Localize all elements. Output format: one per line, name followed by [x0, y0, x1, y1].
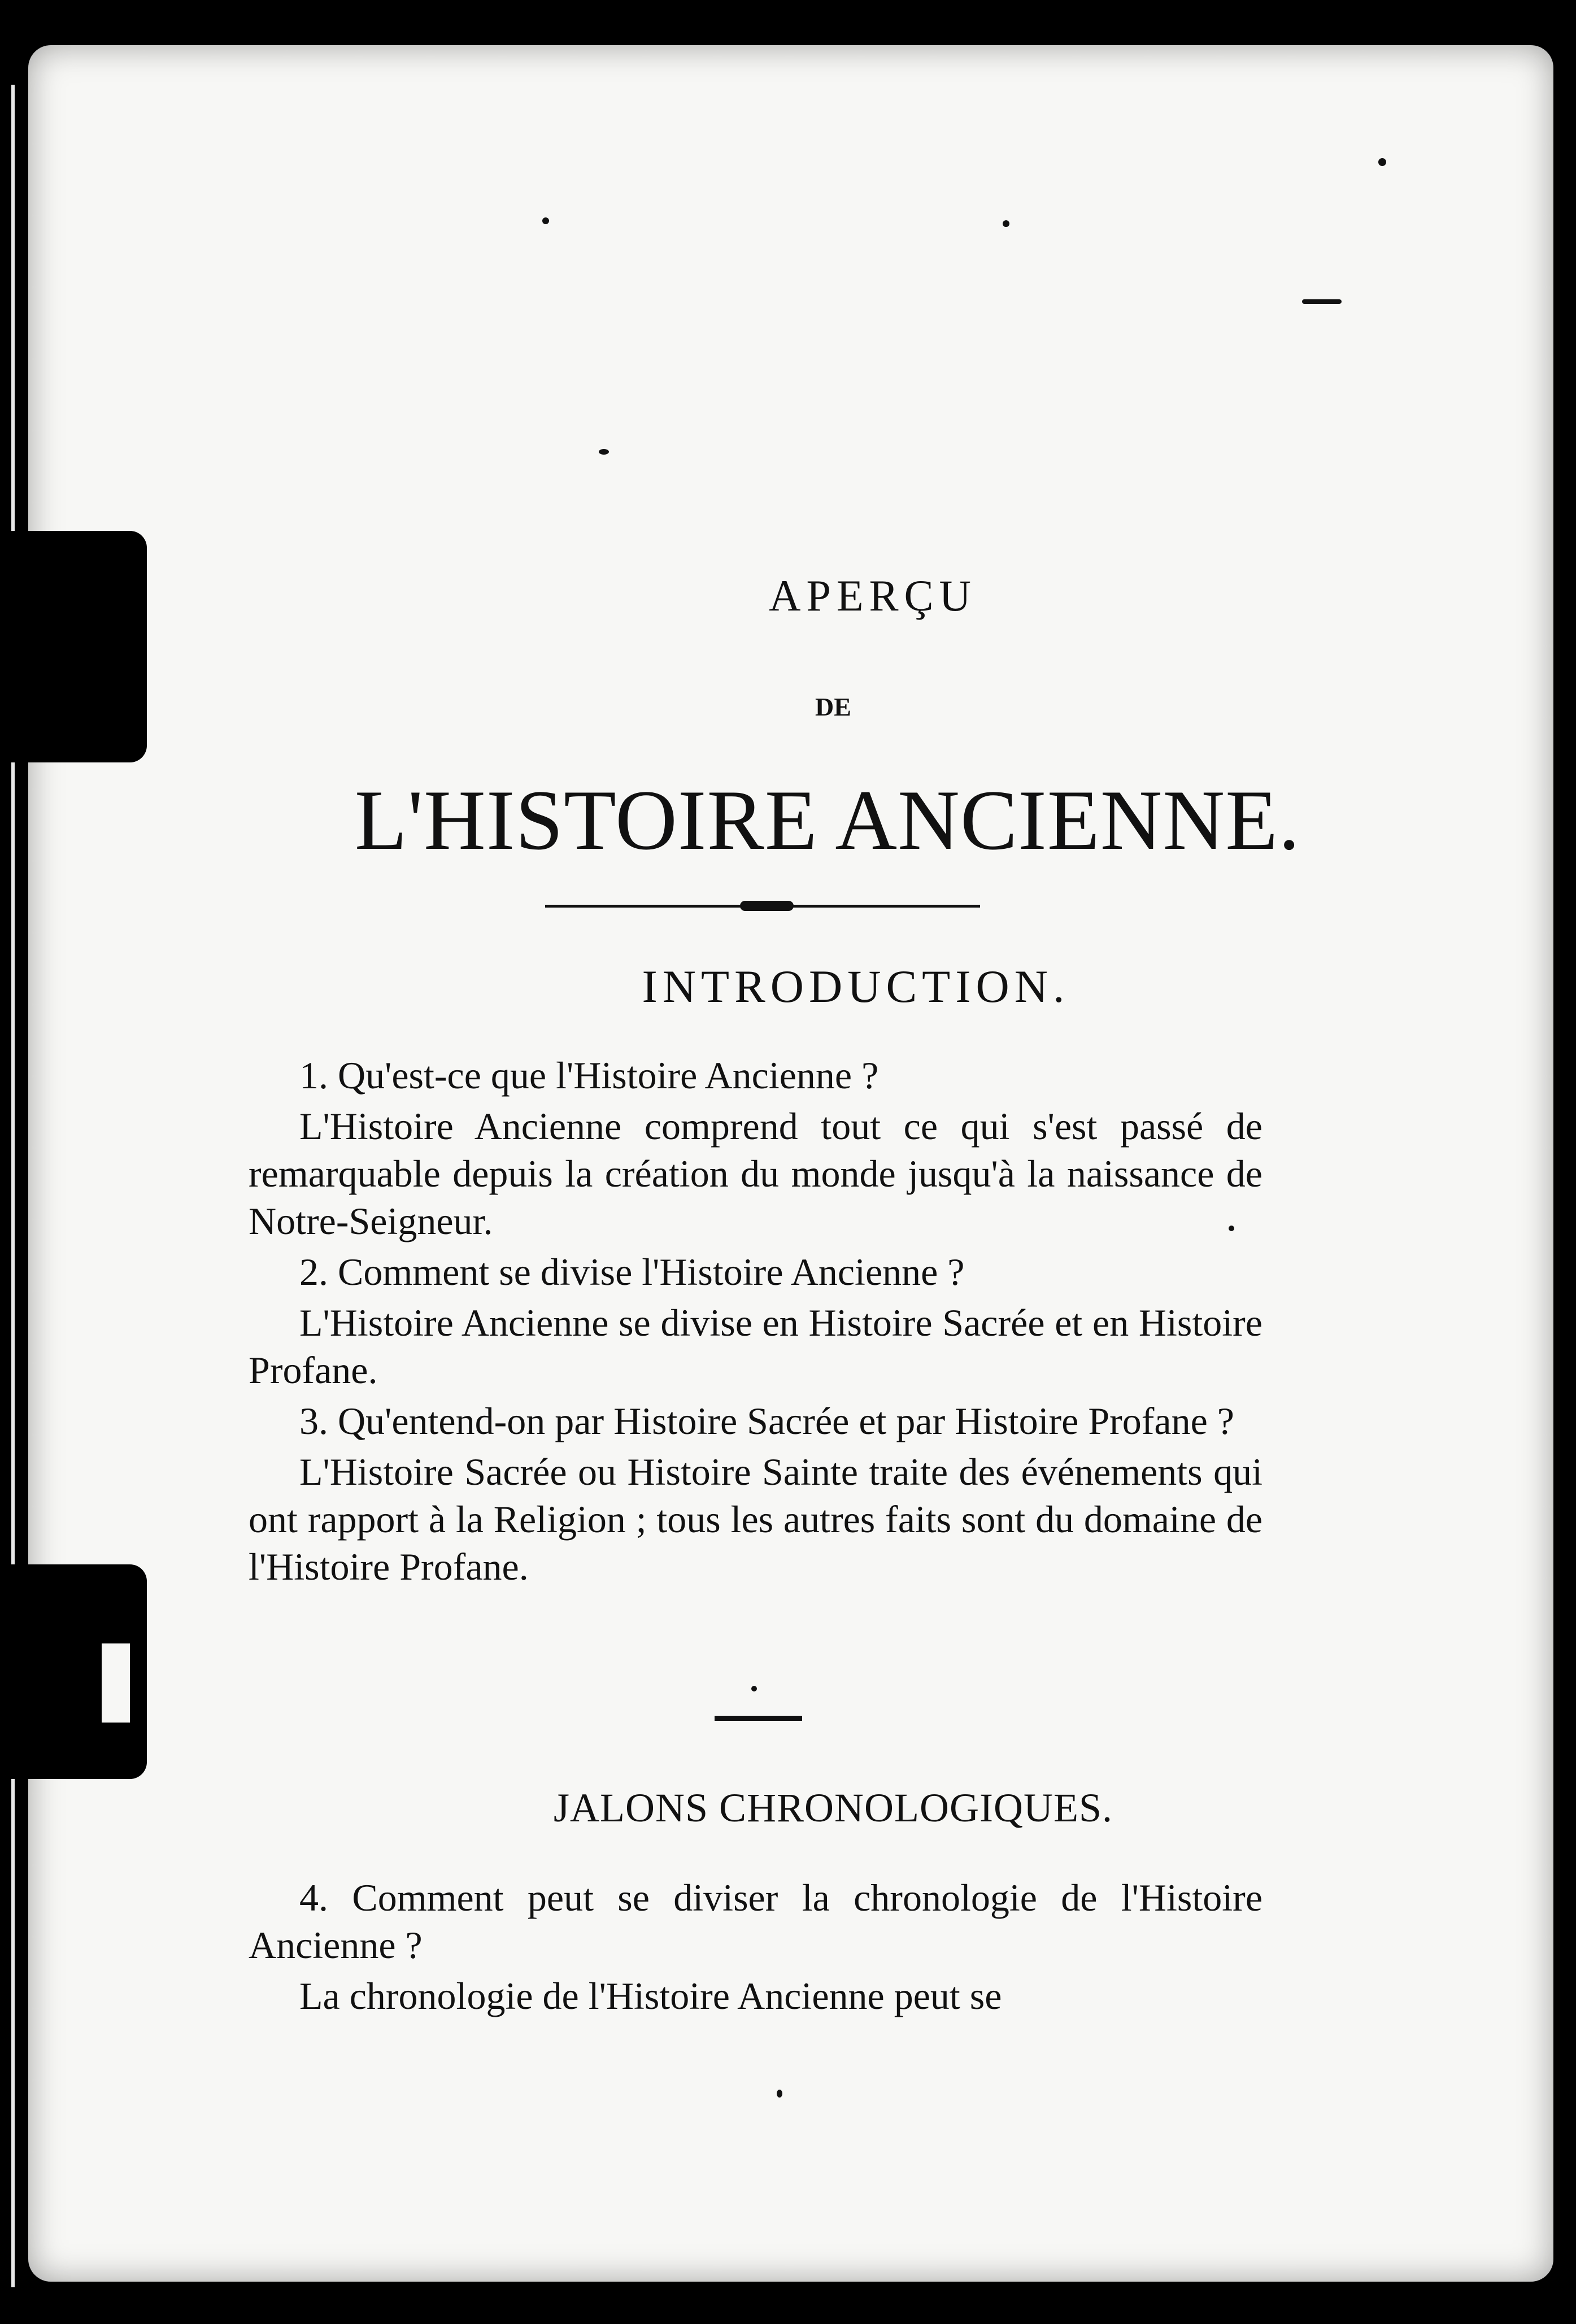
question-3: 3. Qu'entend-on par Histoire Sacrée et par Histoire Profane ?: [299, 1399, 1234, 1442]
title-divider-ornament: [740, 901, 794, 911]
answer-4: La chronologie de l'Histoire Ancienne peut se: [299, 1974, 1002, 2017]
print-speck: [599, 449, 609, 455]
print-speck: [1003, 220, 1009, 227]
page-title: L'HISTOIRE ANCIENNE.: [354, 773, 1301, 867]
answer-1: L'Histoire Ancienne comprend tout ce qui s'est passé de remarquable depuis la création du monde jusqu'à la naissance de Notre-Seigneur.: [249, 1105, 1262, 1242]
answer-2: L'Histoire Ancienne se divise en Histoire Sacrée et en Histoire Profane.: [249, 1301, 1262, 1392]
jalons-body: [249, 1874, 1262, 2023]
header-kicker: APERÇU: [769, 571, 977, 620]
binding-line: [11, 85, 15, 2287]
question-1: 1. Qu'est-ce que l'Histoire Ancienne ?: [299, 1054, 879, 1097]
print-speck: [1378, 158, 1386, 166]
print-speck: [542, 217, 549, 224]
print-speck: [777, 2090, 782, 2098]
binding-tab-bottom-gap: [102, 1643, 130, 1723]
section-heading-jalons: JALONS CHRONOLOGIQUES.: [553, 1785, 1113, 1830]
answer-3: L'Histoire Sacrée ou Histoire Sainte traite des événements qui ont rapport à la Religion ; tous les autres faits sont du domaine de l'Histoire Profane.: [249, 1450, 1262, 1588]
section-divider: [715, 1716, 802, 1721]
section-heading-introduction: INTRODUCTION.: [642, 961, 1070, 1012]
binding-tab-top: [0, 531, 147, 762]
introduction-body: [249, 1052, 1262, 1594]
question-4: 4. Comment peut se diviser la chronologie de l'Histoire Ancienne ?: [249, 1876, 1262, 1967]
question-2: 2. Comment se divise l'Histoire Ancienne ?: [299, 1250, 965, 1293]
header-connector: DE: [815, 692, 851, 721]
print-speck: [751, 1686, 757, 1691]
print-speck: [1302, 299, 1342, 304]
